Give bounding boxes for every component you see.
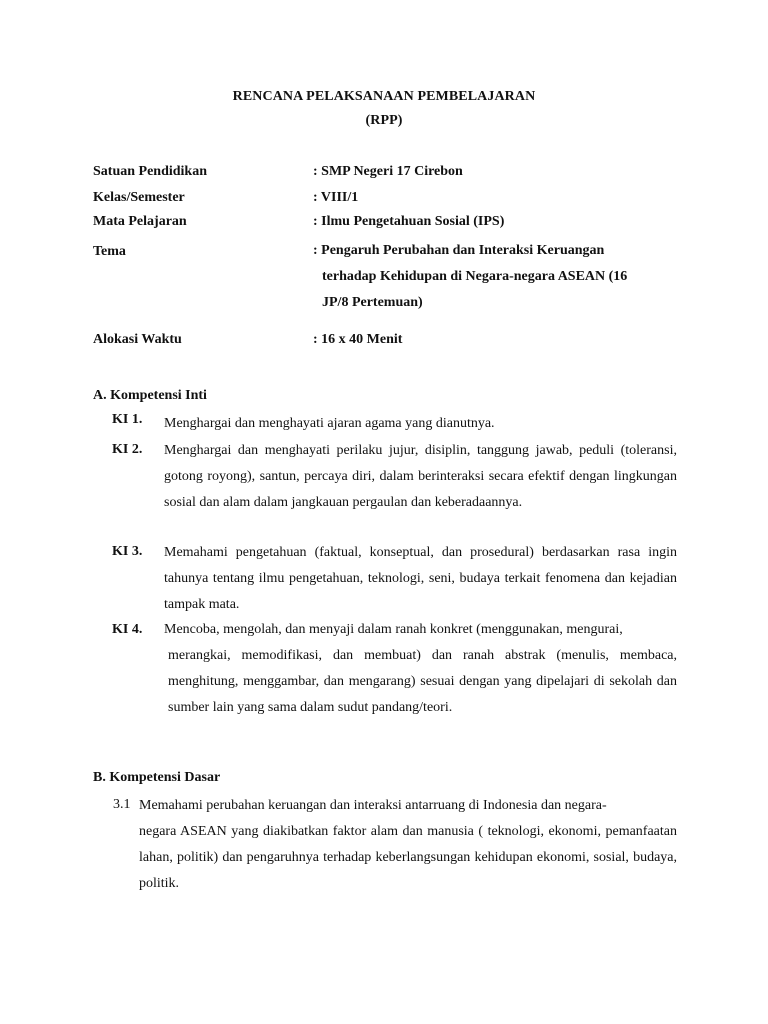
kompetensi-dasar-heading: B. Kompetensi Dasar bbox=[93, 770, 221, 785]
tema-line: JP/8 Pertemuan) bbox=[322, 295, 423, 310]
ki-text: Memahami pengetahuan (faktual, konseptual, dan prosedural) berdasarkan rasa ingin tahunya tentang ilmu pengetahuan, teknologi, seni, budaya terkait fenomena dan kejadian tampak mata. bbox=[164, 545, 677, 612]
ki-code: KI 3. bbox=[112, 544, 143, 559]
ki-text-continued: merangkai, memodifikasi, dan membuat) dan ranah abstrak (menulis, membaca, menghitung, menggambar, dan mengarang) sesuai dengan yang dipelajari di sekolah dan sumber lain yang sama dalam sudut pandang/teori. bbox=[168, 648, 677, 715]
document-title: RENCANA PELAKSANAAN PEMBELAJARAN bbox=[232, 89, 536, 104]
satuan-value: : SMP Negeri 17 Cirebon bbox=[313, 164, 463, 179]
kd-text-continued: negara ASEAN yang diakibatkan faktor alam dan manusia ( teknologi, ekonomi, pemanfaatan lahan, politik) dan pengaruhnya terhadap keberlangsungan kehidupan ekonomi, sosial, budaya, politik. bbox=[139, 824, 677, 891]
tema-line: : Pengaruh Perubahan dan Interaksi Keruangan bbox=[313, 243, 605, 258]
mapel-label: Mata Pelajaran bbox=[93, 214, 187, 229]
kd-text: Memahami perubahan keruangan dan interaksi antarruang di Indonesia dan negara- bbox=[139, 798, 607, 813]
alokasi-value: : 16 x 40 Menit bbox=[313, 332, 403, 347]
ki-text: Menghargai dan menghayati ajaran agama yang dianutnya. bbox=[164, 416, 495, 431]
kd-number: 3.1 bbox=[113, 797, 131, 812]
tema-value bbox=[313, 238, 673, 316]
ki-text: Menghargai dan menghayati perilaku jujur, disiplin, tanggung jawab, peduli (toleransi, gotong royong), santun, percaya diri, dalam berinteraksi secara efektif dengan lingkungan sosial dan alam dalam jangkauan pergaulan dan keberadaannya. bbox=[164, 443, 677, 510]
document-subtitle: (RPP) bbox=[365, 113, 403, 128]
satuan-label: Satuan Pendidikan bbox=[93, 164, 207, 179]
mapel-value: : Ilmu Pengetahuan Sosial (IPS) bbox=[313, 214, 505, 229]
tema-label: Tema bbox=[93, 244, 126, 259]
kelas-value: : VIII/1 bbox=[313, 190, 359, 205]
kompetensi-inti-heading: A. Kompetensi Inti bbox=[93, 388, 207, 403]
kelas-label: Kelas/Semester bbox=[93, 190, 185, 205]
tema-line: terhadap Kehidupan di Negara-negara ASEAN (16 bbox=[322, 269, 628, 284]
ki-code: KI 4. bbox=[112, 622, 143, 637]
ki-code: KI 1. bbox=[112, 412, 143, 427]
ki-code: KI 2. bbox=[112, 442, 143, 457]
ki-text: Mencoba, mengolah, dan menyaji dalam ranah konkret (menggunakan, mengurai, bbox=[164, 622, 623, 637]
alokasi-label: Alokasi Waktu bbox=[93, 332, 182, 347]
